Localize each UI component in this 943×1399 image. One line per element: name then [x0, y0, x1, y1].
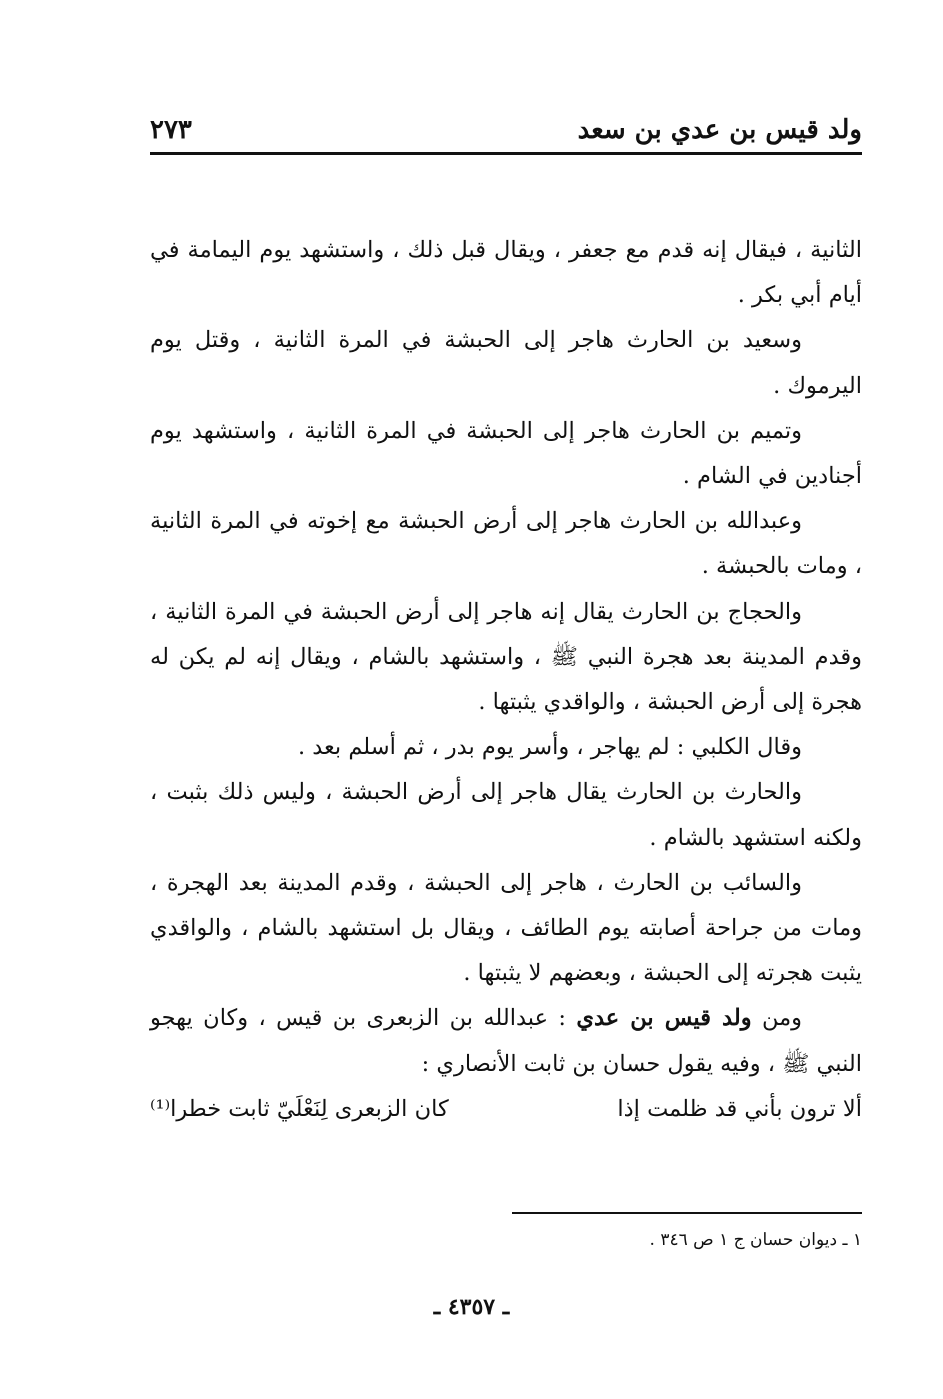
body-text	[150, 228, 862, 1132]
paragraph: والحجاج بن الحارث يقال إنه هاجر إلى أرض الحبشة في المرة الثانية ، وقدم المدينة بعد هجرة النبي ﷺ ، واستشهد بالشام ، ويقال إنه لم يكن له هجرة إلى أرض الحبشة ، والواقدي يثبتها .	[150, 598, 862, 716]
paragraph: والسائب بن الحارث ، هاجر إلى الحبشة ، وقدم المدينة بعد الهجرة ، ومات من جراحة أصابته يوم الطائف ، ويقال بل استشهد بالشام ، والواقدي يثبت هجرته إلى الحبشة ، وبعضهم لا يثبتها .	[150, 869, 862, 987]
lineage-heading: ولد قيس بن عدي	[576, 1005, 752, 1032]
page-header	[150, 112, 862, 152]
running-title: ولد قيس بن عدي بن سعد	[577, 115, 862, 145]
footnote: ١ ـ ديوان حسان ج ١ ص ٣٤٦ .	[649, 1230, 862, 1250]
footnote-rule	[512, 1212, 862, 1214]
sheet-number: ـ ٤٣٥٧ ـ	[433, 1294, 510, 1320]
lineage-text: : عبدالله بن الزبعرى بن قيس ، وكان يهجو النبي ﷺ ، وفيه يقول حسان بن ثابت الأنصاري :	[150, 1005, 862, 1077]
paragraph-lineage	[150, 996, 862, 1086]
lineage-prefix: ومن	[761, 1005, 803, 1032]
paragraph: وعبدالله بن الحارث هاجر إلى أرض الحبشة مع إخوته في المرة الثانية ، ومات بالحبشة .	[150, 508, 862, 580]
verse-first-hemistich: ألا ترون بأني قد ظلمت إذا	[617, 1095, 862, 1122]
paragraph: والحارث بن الحارث يقال هاجر إلى أرض الحبشة ، وليس ذلك بثبت ، ولكنه استشهد بالشام .	[150, 779, 862, 851]
paragraph: الثانية ، فيقال إنه قدم مع جعفر ، ويقال قبل ذلك ، واستشهد يوم اليمامة في أيام أبي بكر .	[150, 237, 862, 309]
header-rule	[150, 152, 862, 155]
paragraph: وتميم بن الحارث هاجر إلى الحبشة في المرة الثانية ، واستشهد يوم أجنادين في الشام .	[150, 417, 862, 490]
poetry-verse	[150, 1087, 862, 1132]
page-number: ٢٧٣	[150, 115, 192, 145]
paragraph: وسعيد بن الحارث هاجر إلى الحبشة في المرة الثانية ، وقتل يوم اليرموك .	[150, 327, 862, 399]
paragraph: وقال الكلبي : لم يهاجر ، وأسر يوم بدر ، ثم أسلم بعد .	[297, 734, 802, 761]
verse-second-hemistich: كان الزبعرى لِنَعْلَيّ ثابت خطرا⁽¹⁾	[150, 1095, 449, 1122]
